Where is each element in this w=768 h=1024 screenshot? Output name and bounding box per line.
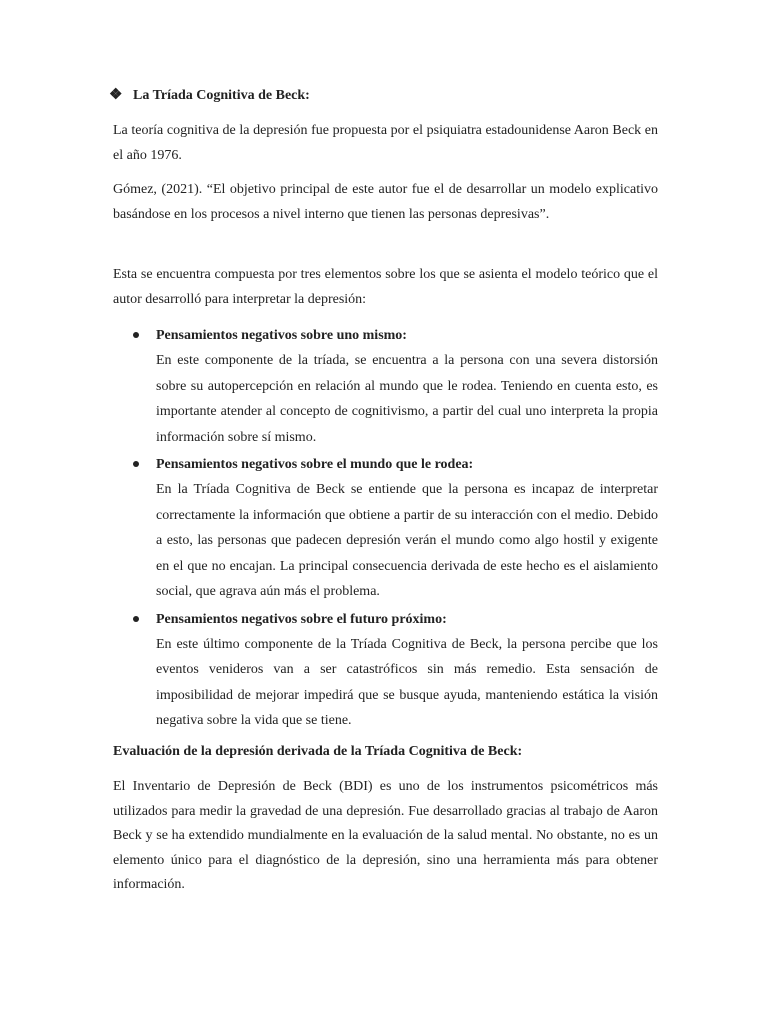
list-item — [113, 453, 658, 605]
composition-paragraph: Esta se encuentra compuesta por tres elementos sobre los que se asienta el modelo teórico que el autor desarrolló para interpretar la depresión: — [113, 267, 658, 307]
intro-paragraph: La teoría cognitiva de la depresión fue propuesta por el psiquiatra estadounidense Aaron Beck en el año 1976. — [113, 123, 658, 163]
evaluation-paragraph: El Inventario de Depresión de Beck (BDI) es uno de los instrumentos psicométricos más utilizados para medir la gravedad de una depresión. Fue desarrollado gracias al trabajo de Aaron Beck y se ha extendido mundialmente en la evaluación de la salud mental. No obstante, no es un elemento único para el diagnóstico de la depresión, sino una herramienta más para obtener información. — [113, 779, 658, 892]
bullet-title: Pensamientos negativos sobre el mundo que le rodea: — [156, 457, 474, 472]
section-title: La Tríada Cognitiva de Beck: — [133, 88, 310, 103]
list-item — [113, 608, 658, 734]
triad-bullet-list — [113, 324, 658, 734]
bullet-body: En este componente de la tríada, se encuentra a la persona con una severa distorsión sobre su autopercepción en relación al mundo que le rodea. Teniendo en cuenta esto, es importante atender al concepto de cognitivismo, a partir del cual uno interpreta la propia información sobre sí mismo. — [156, 353, 658, 445]
bullet-body: En este último componente de la Tríada Cognitiva de Beck, la persona percibe que los eventos venideros van a ser catastróficos sin más remedio. Esta sensación de imposibilidad de mejorar impedirá que se busque ayuda, manteniendo estática la visión negativa sobre la vida que se tiene. — [156, 636, 658, 728]
quote-paragraph: Gómez, (2021). “El objetivo principal de este autor fue el de desarrollar un modelo explicativo basándose en los procesos a nivel interno que tienen las personas depresivas”. — [113, 182, 658, 222]
section-heading-triada — [109, 85, 310, 106]
evaluation-heading: Evaluación de la depresión derivada de la Tríada Cognitiva de Beck: — [113, 744, 523, 759]
bullet-dot-icon — [133, 461, 139, 467]
list-item — [113, 324, 658, 450]
bullet-title: Pensamientos negativos sobre el futuro próximo: — [156, 611, 447, 627]
bullet-title: Pensamientos negativos sobre uno mismo: — [156, 328, 407, 343]
bullet-dot-icon — [133, 332, 139, 338]
bullet-body: En la Tríada Cognitiva de Beck se entiende que la persona es incapaz de interpretar correctamente la información que obtiene a partir de su interacción con el medio. Debido a esto, las personas que padecen depresión verán el mundo como algo hostil y exigente en el que no encajan. La principal consecuencia derivada de este hecho es el aislamiento social, que agrava aún más el problema. — [156, 482, 658, 599]
diamond-bullet-icon: ❖ — [109, 87, 123, 103]
bullet-dot-icon — [133, 616, 139, 622]
